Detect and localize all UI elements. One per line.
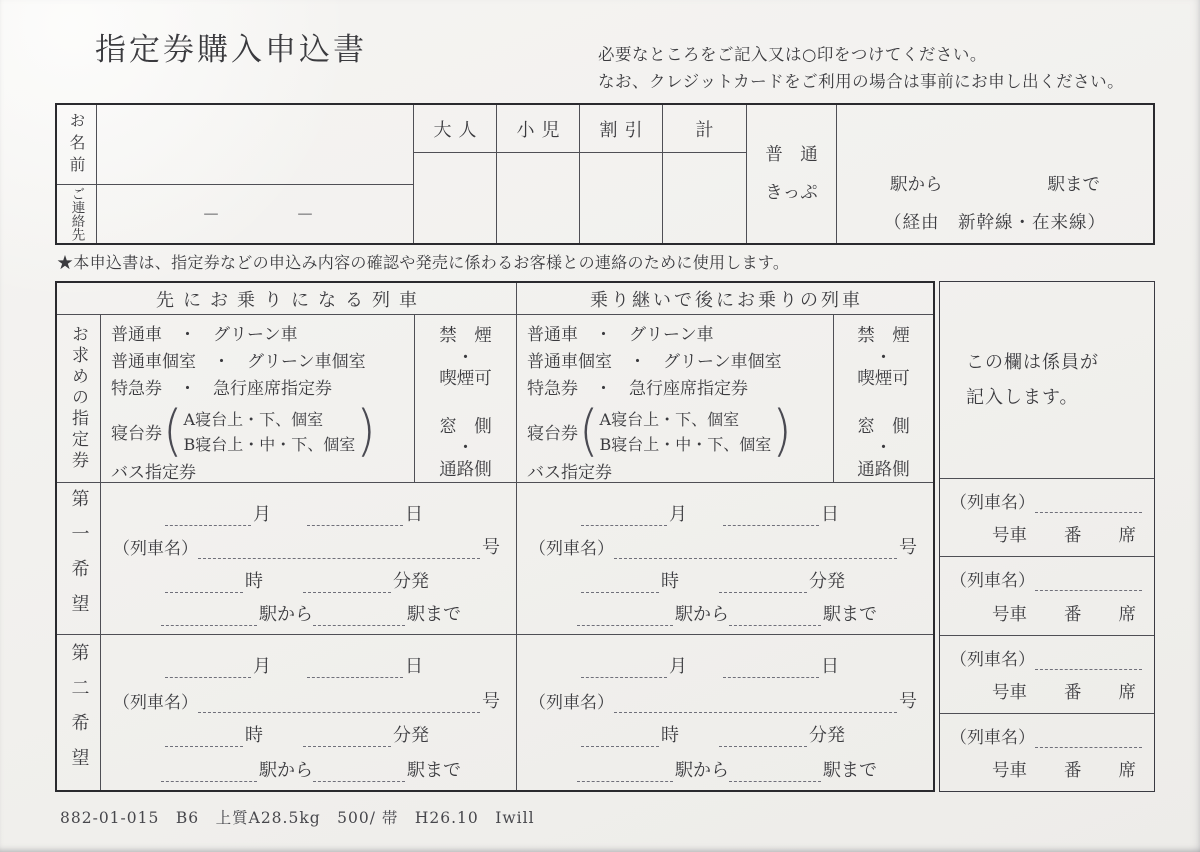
staff-car-seat-line bbox=[950, 522, 1142, 547]
time-line bbox=[529, 561, 917, 593]
from-station-blank bbox=[161, 769, 257, 782]
from-station-suffix: 駅から bbox=[675, 759, 729, 781]
train-name-blank bbox=[614, 700, 897, 713]
sleeper-ticket-label: 寝台券 bbox=[111, 424, 162, 444]
count-entry-area bbox=[580, 153, 662, 243]
second-choice-label: 第二希望 bbox=[68, 642, 90, 783]
first-choice-transfer-train-form bbox=[517, 483, 933, 635]
hour-blank bbox=[165, 580, 243, 593]
smoking-yes: 喫煙可 bbox=[857, 369, 910, 389]
month-blank bbox=[581, 513, 667, 526]
to-station-blank bbox=[729, 769, 821, 782]
sleeper-option-b: B寝台上・中・下、個室 bbox=[599, 434, 772, 454]
train-name-line bbox=[529, 681, 917, 713]
train-name-line bbox=[113, 527, 500, 559]
passenger-count-columns bbox=[413, 105, 746, 243]
count-header: 割引 bbox=[580, 105, 662, 153]
name-label-cell bbox=[57, 105, 97, 184]
month-suffix: 月 bbox=[669, 656, 687, 677]
time-line bbox=[529, 715, 917, 747]
to-station-suffix: 駅まで bbox=[407, 759, 461, 781]
seat-side-choice bbox=[857, 417, 910, 482]
close-paren: ) bbox=[356, 399, 376, 463]
day-suffix: 日 bbox=[405, 656, 423, 677]
staff-train-name-blank bbox=[1035, 657, 1142, 670]
train-number-suffix: 号 bbox=[899, 690, 917, 712]
time-line bbox=[113, 715, 500, 747]
aisle-side: 通路側 bbox=[857, 459, 910, 480]
station-line bbox=[529, 750, 917, 782]
open-paren: ( bbox=[163, 399, 183, 463]
ordinary-ticket-label-line: 普 通 bbox=[765, 145, 818, 165]
minute-suffix: 分発 bbox=[809, 725, 845, 747]
from-station-suffix: 駅から bbox=[890, 175, 943, 195]
seat-row-suffix: 番 bbox=[1064, 682, 1082, 703]
staff-car-seat-line bbox=[950, 679, 1142, 704]
ticket-option-row: バス指定券 bbox=[111, 463, 196, 483]
minute-suffix: 分発 bbox=[809, 570, 845, 592]
minute-blank bbox=[303, 580, 391, 593]
instruction-line: 必要なところをご記入又は○印をつけてください。 bbox=[598, 45, 987, 64]
minute-blank bbox=[719, 734, 807, 747]
hour-suffix: 時 bbox=[245, 570, 263, 592]
count-header: 計 bbox=[663, 105, 746, 153]
month-blank bbox=[165, 665, 251, 678]
staff-header-line: 記入します。 bbox=[966, 387, 1079, 408]
train-name-line bbox=[113, 681, 500, 713]
ticket-option-row: 普通車 ・ グリーン車 bbox=[111, 325, 298, 345]
via-line: （経由 新幹線・在来線） bbox=[884, 213, 1106, 233]
train-name-label: （列車名） bbox=[113, 539, 198, 560]
window-side: 窓 側 bbox=[857, 416, 910, 437]
month-suffix: 月 bbox=[253, 656, 271, 677]
sleeper-ticket-label: 寝台券 bbox=[527, 424, 578, 444]
from-station-blank bbox=[577, 613, 673, 626]
dot-separator: ・ bbox=[874, 347, 893, 368]
name-entry-area bbox=[97, 105, 413, 184]
smoking-seat-options-first-train bbox=[415, 315, 517, 483]
to-station-suffix: 駅まで bbox=[407, 603, 461, 625]
staff-train-name-line bbox=[950, 645, 1142, 670]
hour-suffix: 時 bbox=[245, 725, 263, 747]
route-line bbox=[837, 171, 1153, 196]
seat-suffix: 席 bbox=[1118, 682, 1136, 703]
from-station-suffix: 駅から bbox=[675, 603, 729, 625]
sleeper-options bbox=[600, 407, 772, 457]
day-suffix: 日 bbox=[405, 504, 423, 525]
staff-train-name-blank bbox=[1035, 500, 1142, 513]
ordinary-ticket-route-cell bbox=[836, 105, 1153, 243]
month-suffix: 月 bbox=[669, 504, 687, 525]
contact-entry-area bbox=[97, 185, 413, 243]
car-number-suffix: 号車 bbox=[992, 682, 1027, 703]
count-header: 大人 bbox=[414, 105, 496, 153]
usage-note: ★本申込書は、指定券などの申込み内容の確認や発売に係わるお客様との連絡のために使用します。 bbox=[57, 253, 790, 272]
staff-column-header bbox=[940, 282, 1154, 479]
staff-train-name-label: （列車名） bbox=[950, 649, 1035, 670]
minute-blank bbox=[303, 734, 391, 747]
ticket-option-row: 普通車 ・ グリーン車 bbox=[527, 325, 714, 345]
staff-train-name-line bbox=[950, 723, 1142, 748]
month-blank bbox=[165, 513, 251, 526]
smoking-choice bbox=[439, 326, 492, 391]
seat-side-choice bbox=[439, 417, 492, 482]
count-column-child bbox=[497, 105, 580, 243]
applicant-table bbox=[55, 103, 1155, 245]
date-line bbox=[113, 494, 500, 526]
request-area bbox=[55, 281, 1155, 792]
to-station-blank bbox=[313, 769, 405, 782]
hour-suffix: 時 bbox=[661, 570, 679, 592]
instructions bbox=[598, 41, 1124, 95]
smoking-no: 禁 煙 bbox=[439, 326, 492, 346]
minute-suffix: 分発 bbox=[393, 570, 429, 592]
sleeper-option-a: A寝台上・下、個室 bbox=[599, 409, 740, 429]
station-line bbox=[113, 594, 500, 626]
first-choice-label-cell bbox=[57, 483, 101, 635]
contact-label-cell bbox=[57, 185, 97, 243]
seat-suffix: 席 bbox=[1118, 526, 1136, 547]
staff-train-name-label: （列車名） bbox=[950, 727, 1035, 748]
request-table bbox=[55, 281, 935, 792]
train-name-blank bbox=[198, 700, 480, 713]
car-number-suffix: 号車 bbox=[992, 604, 1027, 625]
day-suffix: 日 bbox=[821, 656, 839, 677]
contact-row bbox=[57, 185, 413, 243]
ordinary-ticket-label-line: きっぷ bbox=[765, 183, 818, 203]
month-suffix: 月 bbox=[253, 504, 271, 525]
staff-train-name-blank bbox=[1035, 735, 1142, 748]
second-choice-label-cell bbox=[57, 635, 101, 790]
to-station-suffix: 駅まで bbox=[823, 603, 877, 625]
staff-train-name-line bbox=[950, 566, 1142, 591]
to-station-blank bbox=[729, 613, 821, 626]
page-title: 指定券購入申込書 bbox=[95, 32, 367, 68]
train-name-blank bbox=[198, 546, 480, 559]
from-station-suffix: 駅から bbox=[259, 759, 313, 781]
ticket-option-row: 普通車個室 ・ グリーン車個室 bbox=[111, 352, 366, 372]
count-column-adult bbox=[414, 105, 497, 243]
station-line bbox=[529, 594, 917, 626]
train-name-label: （列車名） bbox=[529, 692, 614, 713]
ticket-option-row: 特急券 ・ 急行座席指定券 bbox=[111, 379, 332, 399]
instruction-line: なお、クレジットカードをご利用の場合は事前にお申し出ください。 bbox=[598, 72, 1125, 91]
phone-dash: － bbox=[296, 205, 314, 226]
car-number-suffix: 号車 bbox=[992, 761, 1027, 781]
train-name-label: （列車名） bbox=[529, 539, 614, 560]
count-entry-area bbox=[414, 153, 496, 243]
staff-car-seat-line bbox=[950, 601, 1142, 626]
first-train-header: 先にお乗りになる列車 bbox=[57, 283, 517, 315]
smoking-seat-options-transfer-train bbox=[834, 315, 933, 483]
sleeper-option-a: A寝台上・下、個室 bbox=[183, 409, 324, 429]
phone-dash: － bbox=[202, 205, 220, 226]
minute-suffix: 分発 bbox=[393, 725, 429, 747]
to-station-suffix: 駅まで bbox=[823, 759, 877, 781]
count-column-total bbox=[663, 105, 746, 243]
day-blank bbox=[723, 665, 819, 678]
to-station-blank bbox=[313, 613, 405, 626]
hour-blank bbox=[165, 734, 243, 747]
ordinary-ticket-label-cell bbox=[746, 105, 836, 243]
dot-separator: ・ bbox=[874, 438, 893, 458]
car-number-suffix: 号車 bbox=[992, 526, 1027, 547]
seat-suffix: 席 bbox=[1118, 604, 1136, 625]
name-row bbox=[57, 105, 413, 185]
window-side: 窓 側 bbox=[439, 416, 492, 437]
day-blank bbox=[307, 665, 403, 678]
requested-ticket-label: お求めの指定券 bbox=[68, 325, 88, 472]
print-code: 882-01-015 B6 上質A28.5kg 500/ 帯 H26.10 Iwill bbox=[60, 809, 535, 827]
month-blank bbox=[581, 665, 667, 678]
staff-train-name-label: （列車名） bbox=[950, 571, 1035, 592]
first-choice-label: 第一希望 bbox=[68, 488, 90, 629]
sleeper-option-b: B寝台上・中・下、個室 bbox=[183, 434, 356, 454]
staff-entry-cell bbox=[940, 636, 1154, 714]
dot-separator: ・ bbox=[456, 347, 475, 368]
ticket-option-row: バス指定券 bbox=[527, 463, 612, 483]
count-entry-area bbox=[497, 153, 579, 243]
date-line bbox=[529, 646, 917, 678]
date-line bbox=[529, 494, 917, 526]
transfer-train-header: 乗り継いで後にお乗りの列車 bbox=[517, 283, 933, 315]
applicant-left-block bbox=[57, 105, 413, 243]
second-choice-transfer-train-form bbox=[517, 635, 933, 790]
smoking-choice bbox=[857, 326, 910, 391]
staff-header-line: この欄は係員が bbox=[966, 352, 1099, 373]
smoking-no: 禁 煙 bbox=[857, 326, 910, 346]
day-blank bbox=[723, 513, 819, 526]
ticket-option-row: 特急券 ・ 急行座席指定券 bbox=[527, 379, 748, 399]
first-choice-first-train-form bbox=[101, 483, 517, 635]
spacer bbox=[943, 171, 1048, 196]
sleeper-ticket-row bbox=[111, 399, 410, 463]
from-station-blank bbox=[577, 769, 673, 782]
seat-suffix: 席 bbox=[1118, 761, 1136, 781]
seat-row-suffix: 番 bbox=[1064, 526, 1082, 547]
from-station-suffix: 駅から bbox=[259, 603, 313, 625]
count-entry-area bbox=[663, 153, 746, 243]
count-column-discount bbox=[580, 105, 663, 243]
hour-blank bbox=[581, 580, 659, 593]
ticket-option-row: 普通車個室 ・ グリーン車個室 bbox=[527, 352, 782, 372]
to-station-suffix: 駅まで bbox=[1047, 175, 1100, 195]
seat-row-suffix: 番 bbox=[1064, 604, 1082, 625]
ticket-options-transfer-train bbox=[517, 315, 834, 483]
staff-entry-cell bbox=[940, 714, 1154, 791]
staff-train-name-line bbox=[950, 488, 1142, 513]
train-name-line bbox=[529, 527, 917, 559]
train-name-blank bbox=[614, 546, 897, 559]
staff-train-name-blank bbox=[1035, 578, 1142, 591]
station-line bbox=[113, 750, 500, 782]
count-header: 小児 bbox=[497, 105, 579, 153]
aisle-side: 通路側 bbox=[439, 459, 492, 480]
open-paren: ( bbox=[579, 399, 599, 463]
hour-blank bbox=[581, 734, 659, 747]
second-choice-first-train-form bbox=[101, 635, 517, 790]
dot-separator: ・ bbox=[456, 438, 475, 458]
smoking-yes: 喫煙可 bbox=[439, 369, 492, 389]
hour-suffix: 時 bbox=[661, 725, 679, 747]
date-line bbox=[113, 646, 500, 678]
staff-train-name-label: （列車名） bbox=[950, 493, 1035, 513]
train-name-label: （列車名） bbox=[113, 692, 198, 713]
train-number-suffix: 号 bbox=[482, 690, 500, 712]
name-label: お名前 bbox=[67, 111, 86, 178]
minute-blank bbox=[719, 580, 807, 593]
staff-car-seat-line bbox=[950, 757, 1142, 782]
staff-entry-cell bbox=[940, 479, 1154, 557]
from-station-blank bbox=[161, 613, 257, 626]
seat-row-suffix: 番 bbox=[1064, 761, 1082, 781]
train-number-suffix: 号 bbox=[899, 537, 917, 559]
day-blank bbox=[307, 513, 403, 526]
sleeper-options bbox=[184, 407, 356, 457]
day-suffix: 日 bbox=[821, 504, 839, 525]
contact-label: ご連絡先 bbox=[68, 187, 85, 241]
staff-entry-cell bbox=[940, 557, 1154, 635]
sleeper-ticket-row bbox=[527, 399, 829, 463]
requested-ticket-label-cell bbox=[57, 315, 101, 483]
close-paren: ) bbox=[772, 399, 792, 463]
train-number-suffix: 号 bbox=[482, 537, 500, 559]
time-line bbox=[113, 561, 500, 593]
ticket-options-first-train bbox=[101, 315, 415, 483]
staff-column bbox=[939, 281, 1155, 792]
